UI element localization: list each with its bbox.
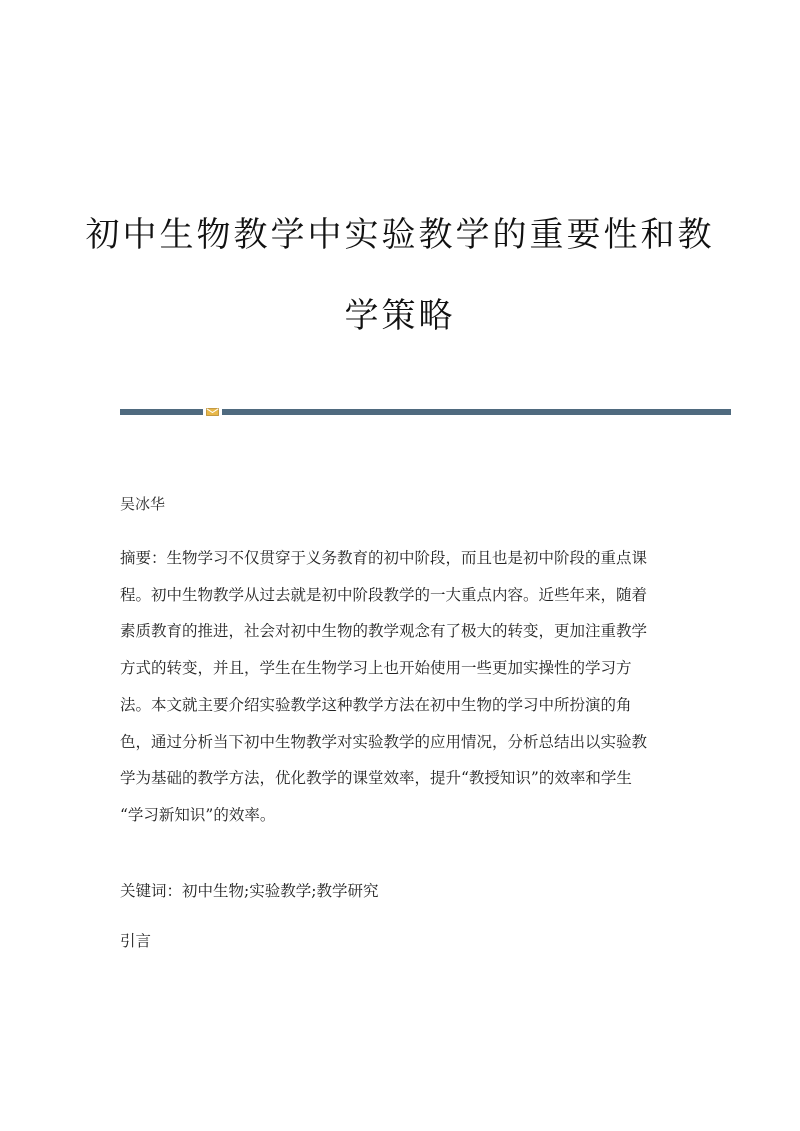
title-divider — [120, 408, 731, 416]
keywords-line: 关键词：初中生物;实验教学;教学研究 — [120, 882, 379, 900]
abstract-line: 程。初中生物教学从过去就是初中阶段教学的一大重点内容。近些年来，随着 — [120, 585, 648, 604]
document-title-line-2: 学策略 — [344, 295, 456, 336]
abstract-line: 摘要：生物学习不仅贯穿于义务教育的初中阶段，而且也是初中阶段的重点课 — [120, 549, 648, 567]
abstract-line: “学习新知识”的效率。 — [120, 805, 276, 824]
document-title-line-1: 初中生物教学中实验教学的重要性和教 — [85, 214, 715, 255]
section-heading-introduction: 引言 — [120, 932, 152, 950]
abstract-paragraph — [120, 540, 685, 834]
divider-bar-left — [120, 409, 203, 415]
envelope-icon — [206, 408, 219, 416]
abstract-line: 学为基础的教学方法，优化教学的课堂效率，提升“教授知识”的效率和学生 — [120, 769, 632, 788]
abstract-line: 色，通过分析当下初中生物教学对实验教学的应用情况，分析总结出以实验教 — [120, 732, 648, 751]
abstract-line: 法。本文就主要介绍实验教学这种教学方法在初中生物的学习中所扮演的角 — [120, 695, 632, 714]
abstract-line: 素质教育的推进，社会对初中生物的教学观念有了极大的转变，更加注重教学 — [120, 622, 648, 641]
author-name: 吴冰华 — [120, 495, 166, 513]
abstract-line: 方式的转变，并且，学生在生物学习上也开始使用一些更加实操性的学习方 — [120, 659, 632, 678]
divider-bar-right — [222, 409, 731, 415]
